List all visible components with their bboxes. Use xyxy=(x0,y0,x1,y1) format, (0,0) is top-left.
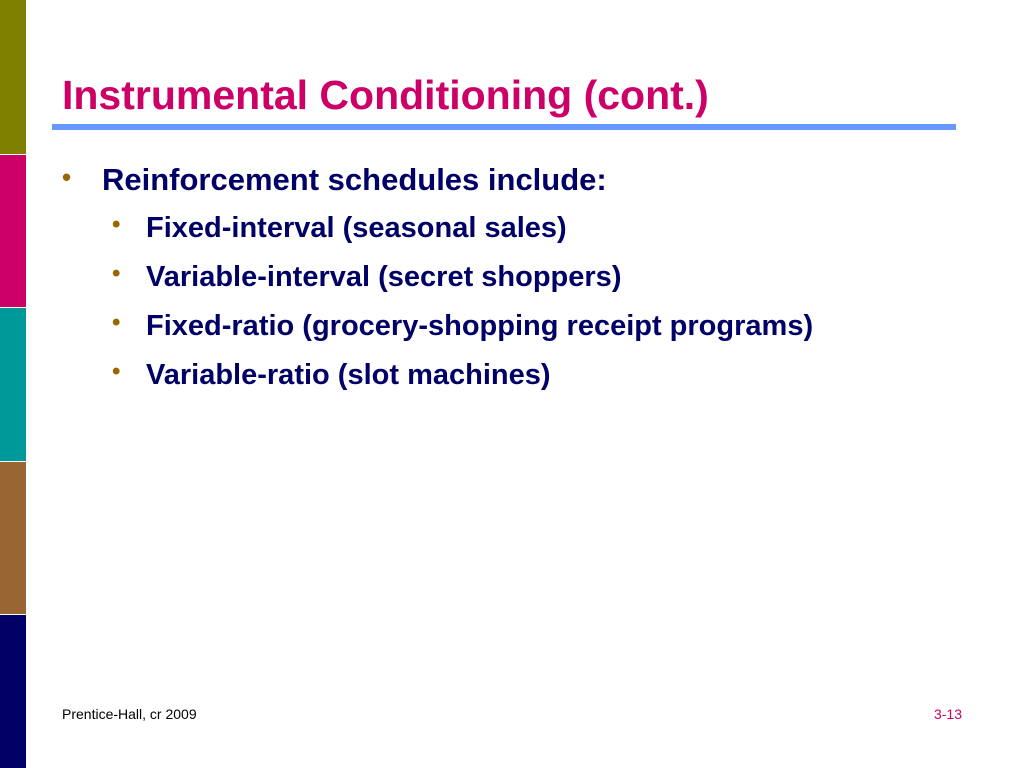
footer-source: Prentice-Hall, cr 2009 xyxy=(62,706,197,722)
sub-bullet-text: Variable-ratio (slot machines) xyxy=(146,359,551,391)
bullet-icon: • xyxy=(112,260,121,287)
sidebar-strip-olive xyxy=(0,0,26,154)
sidebar-strip-navy xyxy=(0,614,26,768)
bullet-main xyxy=(62,160,922,200)
color-sidebar xyxy=(0,0,26,768)
bullet-main-text: Reinforcement schedules include: xyxy=(102,162,607,197)
sub-bullet-text: Fixed-interval (seasonal sales) xyxy=(146,212,567,244)
bullet-icon: • xyxy=(112,309,121,336)
bullet-icon: • xyxy=(112,358,121,385)
sub-bullet-item xyxy=(62,208,846,248)
bullet-icon: • xyxy=(112,211,121,238)
sidebar-strip-teal xyxy=(0,307,26,462)
slide-title: Instrumental Conditioning (cont.) xyxy=(62,72,709,118)
sub-bullet-text: Fixed-ratio (grocery-shopping receipt programs) xyxy=(146,310,814,342)
sidebar-strip-magenta xyxy=(0,154,26,308)
bullet-icon: • xyxy=(62,162,72,192)
title-underline xyxy=(52,124,956,130)
slide-content xyxy=(62,160,922,404)
sub-bullet-item xyxy=(62,355,846,395)
sub-bullet-list xyxy=(62,208,922,395)
sidebar-strip-brown xyxy=(0,461,26,615)
sub-bullet-item xyxy=(62,257,846,297)
sub-bullet-text: Variable-interval (secret shoppers) xyxy=(146,261,622,293)
page-number: 3-13 xyxy=(933,706,962,722)
sub-bullet-item xyxy=(62,306,846,346)
